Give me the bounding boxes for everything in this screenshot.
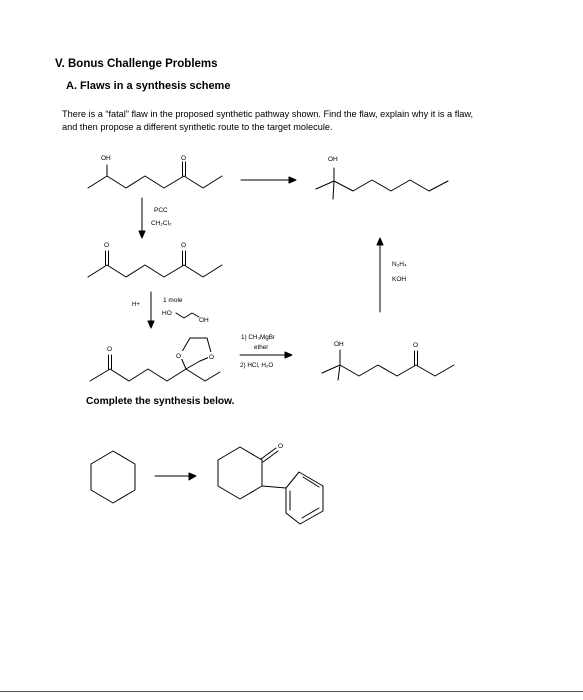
o-label: O (176, 353, 182, 360)
page-bottom-rule (0, 691, 583, 692)
section-title: V. Bonus Challenge Problems (55, 58, 218, 70)
diol-oh-label: OH (199, 317, 209, 324)
o-label: O (104, 242, 110, 249)
oh-label: OH (101, 155, 111, 162)
oh-label: OH (334, 341, 344, 348)
reagent-ch2cl2: CH₂Cl₂ (151, 220, 172, 227)
reaction-arrow-right-synthesis (155, 473, 196, 480)
reagent-one-mole: 1 mole (163, 297, 183, 304)
o-label: O (181, 155, 187, 162)
reagent-acid: H+ (132, 302, 140, 308)
reaction-arrow-up (377, 238, 407, 312)
o-label: O (209, 354, 215, 361)
reagent-koh: KOH (392, 276, 407, 283)
reaction-arrow-down-1 (139, 198, 172, 238)
instructions-line-2: and then propose a different synthetic route to the target molecule. (62, 122, 333, 132)
reaction-arrow-right-bottom (240, 334, 292, 369)
o-label: O (278, 443, 284, 450)
reagent-ether: ether (254, 344, 269, 351)
molecule-ketal (90, 338, 220, 381)
reaction-arrow-down-2 (132, 292, 209, 328)
molecule-diketone (88, 242, 222, 277)
molecule-hydroxyketone-intermediate (322, 341, 454, 380)
o-label: O (107, 346, 113, 353)
subsection-title: A. Flaws in a synthesis scheme (66, 80, 231, 92)
oh-label: OH (328, 156, 338, 163)
reagent-ch3mgbr: 1) CH₃MgBr (241, 334, 276, 341)
molecule-2-phenylcyclohexanone (218, 443, 323, 524)
o-label: O (413, 342, 419, 349)
reagent-n2h4: N₂H₄ (392, 261, 407, 268)
reagent-hcl-h2o: 2) HCl, H₂O (240, 362, 274, 369)
instructions-line-1: There is a “fatal” flaw in the proposed synthetic pathway shown. Find the flaw, explain why it is a flaw, (62, 109, 474, 119)
molecule-target-tertiary-alcohol (316, 156, 448, 199)
complete-synthesis-heading: Complete the synthesis below. (86, 396, 235, 407)
reagent-pcc: PCC (154, 207, 168, 214)
molecule-start-hydroxyketone (88, 155, 222, 188)
o-label: O (181, 242, 187, 249)
molecule-cyclohexane (91, 451, 135, 503)
diol-ho-label: HO (162, 310, 172, 317)
reaction-arrow-right-top (241, 177, 296, 183)
